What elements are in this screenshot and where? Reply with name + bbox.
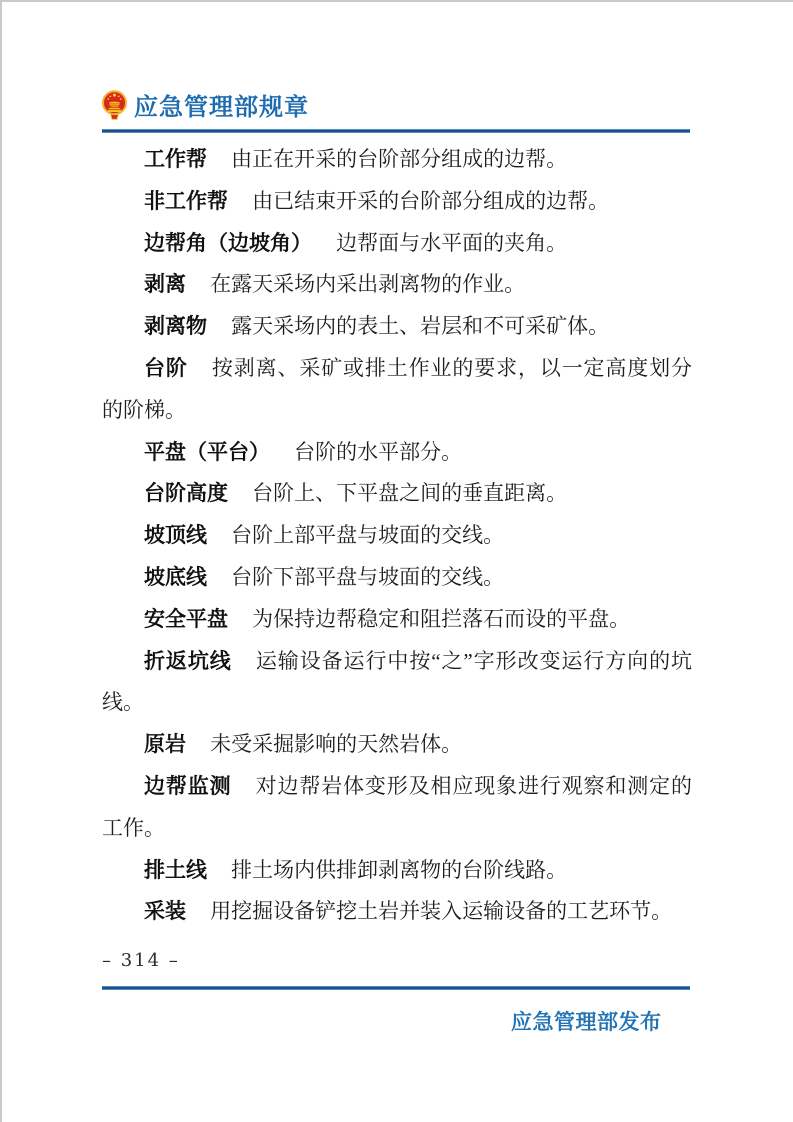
glossary-term: 台阶高度 bbox=[144, 482, 228, 506]
glossary-term: 坡顶线 bbox=[144, 524, 207, 548]
page-header bbox=[101, 87, 309, 122]
glossary-entry bbox=[102, 557, 692, 599]
glossary-term: 折返坑线 bbox=[144, 649, 232, 673]
glossary-entry bbox=[102, 139, 692, 181]
glossary-term: 边帮角（边坡角） bbox=[144, 231, 312, 255]
glossary-definition: 对边帮岩体变形及相应现象进行观察和测定的工作。 bbox=[102, 773, 693, 840]
glossary-entry bbox=[102, 348, 692, 432]
glossary-entry bbox=[102, 473, 692, 515]
glossary-entry bbox=[102, 766, 692, 850]
header-divider bbox=[102, 129, 690, 133]
glossary-term: 工作帮 bbox=[144, 148, 207, 171]
glossary-term: 剥离物 bbox=[144, 315, 207, 339]
footer-divider bbox=[102, 986, 690, 990]
glossary-content bbox=[102, 139, 692, 933]
glossary-definition: 运输设备运行中按“之”字形改变运行方向的坑线。 bbox=[102, 648, 692, 715]
glossary-term: 排土线 bbox=[144, 858, 207, 882]
glossary-term: 坡底线 bbox=[144, 565, 207, 589]
page-number: – 314 – bbox=[102, 950, 180, 971]
glossary-definition: 台阶下部平盘与坡面的交线。 bbox=[231, 564, 505, 589]
glossary-definition: 在露天采场内采出剥离物的作业。 bbox=[210, 272, 526, 297]
glossary-definition: 按剥离、采矿或排土作业的要求，以一定高度划分的阶梯。 bbox=[102, 355, 693, 422]
glossary-definition: 未受采掘影响的天然岩体。 bbox=[210, 732, 463, 757]
glossary-definition: 由已结束开采的台阶部分组成的边帮。 bbox=[252, 188, 610, 213]
glossary-entry bbox=[102, 264, 692, 306]
glossary-definition: 台阶上、下平盘之间的垂直距离。 bbox=[252, 481, 568, 506]
glossary-term: 剥离 bbox=[144, 273, 186, 297]
glossary-entry bbox=[102, 306, 692, 348]
glossary-entry bbox=[102, 515, 692, 557]
glossary-term: 平盘（平台） bbox=[144, 440, 270, 464]
glossary-entry bbox=[102, 432, 692, 474]
glossary-term: 安全平盘 bbox=[144, 607, 228, 631]
glossary-entry bbox=[102, 891, 692, 933]
glossary-definition: 露天采场内的表土、岩层和不可采矿体。 bbox=[231, 314, 610, 339]
glossary-term: 原岩 bbox=[144, 733, 186, 757]
glossary-term: 台阶 bbox=[144, 356, 188, 380]
glossary-definition: 用挖掘设备铲挖土岩并装入运输设备的工艺环节。 bbox=[210, 899, 673, 924]
national-emblem-icon bbox=[101, 89, 128, 121]
page-title: 应急管理部规章 bbox=[134, 94, 309, 121]
glossary-definition: 排土场内供排卸剥离物的台阶线路。 bbox=[231, 857, 568, 882]
glossary-term: 采装 bbox=[144, 900, 186, 924]
glossary-definition: 台阶上部平盘与坡面的交线。 bbox=[231, 523, 505, 548]
glossary-entry bbox=[102, 641, 692, 725]
glossary-entry bbox=[102, 181, 692, 223]
glossary-term: 边帮监测 bbox=[144, 774, 232, 798]
publisher-label: 应急管理部发布 bbox=[511, 1011, 662, 1034]
glossary-definition: 为保持边帮稳定和阻拦落石而设的平盘。 bbox=[252, 606, 631, 631]
glossary-entry bbox=[102, 850, 692, 892]
glossary-entry bbox=[102, 223, 692, 265]
glossary-definition: 台阶的水平部分。 bbox=[294, 439, 463, 464]
glossary-entry bbox=[102, 724, 692, 766]
glossary-term: 非工作帮 bbox=[144, 189, 228, 213]
glossary-definition: 由正在开采的台阶部分组成的边帮。 bbox=[231, 147, 568, 171]
glossary-definition: 边帮面与水平面的夹角。 bbox=[336, 230, 568, 255]
glossary-entry bbox=[102, 599, 692, 641]
